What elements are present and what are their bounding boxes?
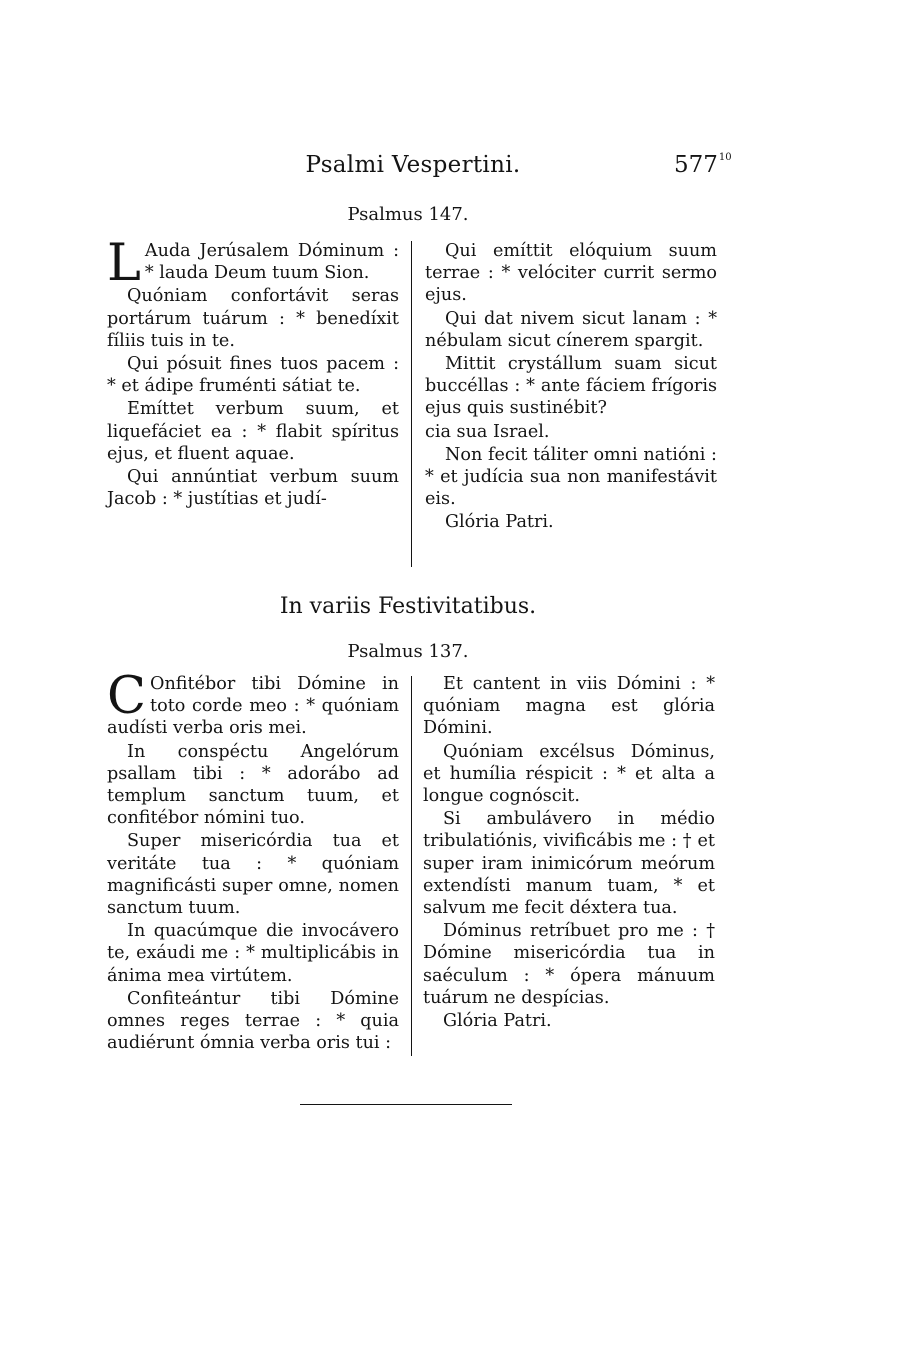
end-rule <box>300 1104 512 1105</box>
verse-text: Onfitébor tibi Dómine in toto corde meo : * quóniam audísti verba oris mei. <box>107 674 399 739</box>
page-number-value: 577 <box>674 152 718 178</box>
page-title: Psalmi Vespertini. <box>305 152 521 178</box>
verse: Quóniam excélsus Dóminus, et humília réspicit : * et alta a longue cognóscit. <box>423 741 715 807</box>
running-head <box>0 152 900 186</box>
psalm-147-right-column <box>425 240 717 534</box>
psalm-137-left-column <box>107 667 399 1054</box>
verse: Emíttet verbum suum, et liquefáciet ea : * flabit spíritus ejus, et fluent aquae. <box>107 399 399 464</box>
verse: Glória Patri. <box>443 1011 552 1032</box>
verse: Confiteántur tibi Dómine omnes reges terrae : * quia audiérunt ómnia verba oris tui : <box>107 988 399 1054</box>
verse: Non fecit táliter omni natióni : * et judícia sua non manifestávit eis. <box>425 444 717 510</box>
verse: Quóniam confortávit seras portárum tuárum : * benedíxit fíliis tuis in te. <box>107 286 399 351</box>
psalm-147-left-column <box>107 234 399 510</box>
drop-cap: L <box>107 234 141 293</box>
verse <box>107 667 399 740</box>
verse: Dóminus retríbuet pro me : † Dómine misericórdia tua in saéculum : * ópera mánuum tuárum ne despícias. <box>423 921 715 1008</box>
verse <box>107 234 399 293</box>
verse-continuation: cia sua Israel. <box>425 421 550 442</box>
verse: Qui annúntiat verbum suum Jacob : * justítias et judí- <box>107 467 399 510</box>
page-number <box>674 152 732 178</box>
verse: Qui pósuit fines tuos pacem : * et ádipe fruménti sátiat te. <box>107 354 399 397</box>
section-title: In variis Festivitatibus. <box>279 594 537 619</box>
verse: Qui emíttit elóquium suum terrae : * velóciter currit sermo ejus. <box>425 241 717 306</box>
verse-text: Auda Jerúsalem Dóminum : * lauda Deum tuum Sion. <box>144 241 399 284</box>
verse: In conspéctu Angelórum psallam tibi : * adorábo ad templum sanctum tuum, et confitébor nómini tuo. <box>107 741 399 829</box>
drop-cap: C <box>107 667 147 726</box>
verse: Glória Patri. <box>445 512 554 533</box>
page-number-superscript: 10 <box>718 152 732 163</box>
verse: Et cantent in viis Dómini : * quóniam magna est glória Dómini. <box>423 674 715 739</box>
psalm-147-title: Psalmus 147. <box>347 204 469 225</box>
column-divider <box>411 676 412 1056</box>
verse: Super misericórdia tua et veritáte tua : * quóniam magnificásti super omne, nomen sanctum tuum. <box>107 831 399 919</box>
verse: Qui dat nivem sicut lanam : * nébulam sicut cínerem spargit. <box>425 308 717 351</box>
verse: In quacúmque die invocávero te, exáudi me : * multiplicábis in ánima mea virtútem. <box>107 921 399 986</box>
psalm-137-title: Psalmus 137. <box>347 641 469 662</box>
verse: Si ambulávero in médio tribulatiónis, vivificábis me : † et super iram inimicórum meórum extendísti manum tuam, * et salvum me fecit déxtera tua. <box>423 809 715 919</box>
column-divider <box>411 241 412 567</box>
verse: Mittit crystállum suam sicut buccéllas : * ante fáciem frígoris ejus quis sustinébit? <box>425 354 717 419</box>
psalm-137-right-column <box>423 673 715 1032</box>
